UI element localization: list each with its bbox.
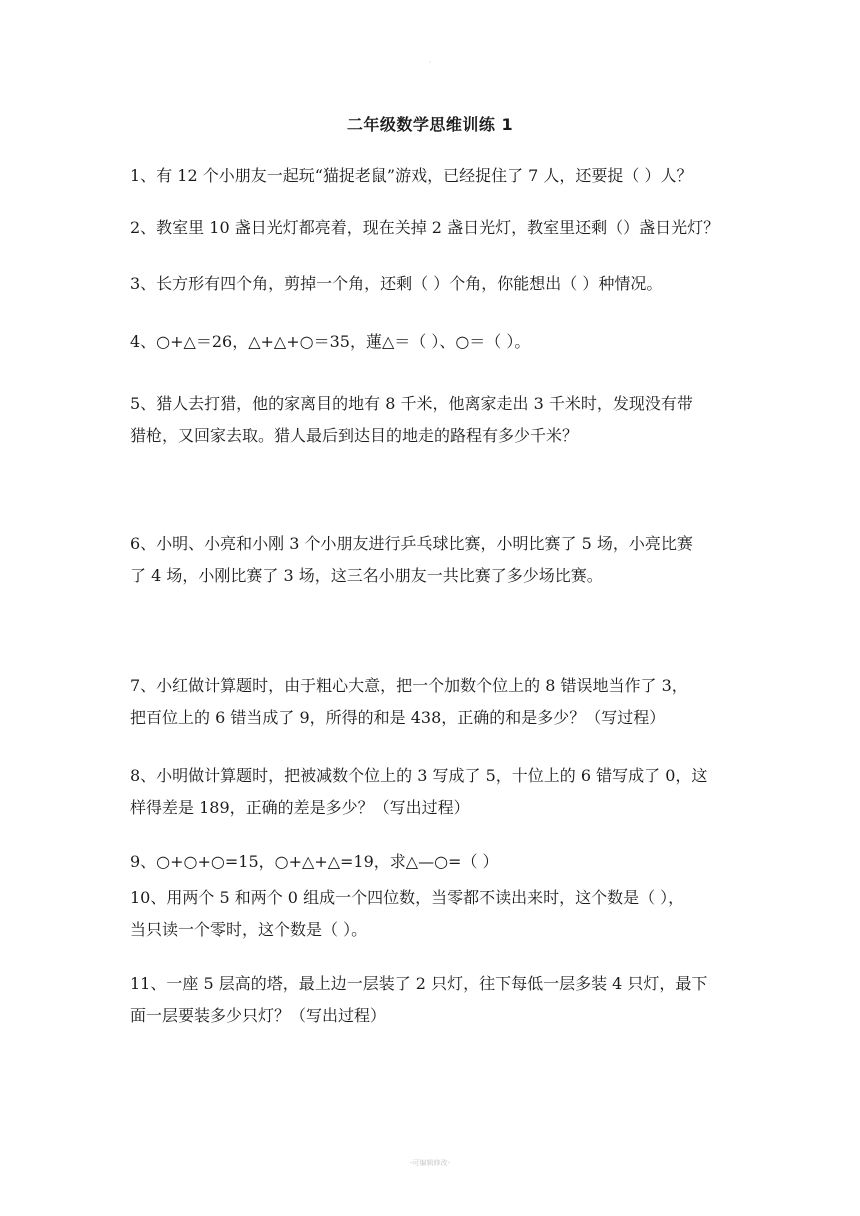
question-line: 7、小红做计算题时，由于粗心大意，把一个加数个位上的 8 错误地当作了 3， <box>130 676 688 695</box>
question-3 <box>130 268 730 300</box>
question-11 <box>130 968 730 1032</box>
question-5 <box>130 388 730 452</box>
page-footer: -可编辑修改- <box>409 1159 451 1167</box>
question-line: 1、有 12 个小朋友一起玩“猫捉老鼠”游戏，已经捉住了 7 人，还要捉（ ）人？ <box>130 166 693 185</box>
question-line: 6、小明、小亮和小刚 3 个小朋友进行乒乓球比赛，小明比赛了 5 场，小亮比赛 <box>130 534 693 553</box>
question-line: 8、小明做计算题时，把被减数个位上的 3 写成了 5，十位上的 6 错写成了 0，这 <box>130 766 708 785</box>
question-9 <box>130 846 730 878</box>
question-line: 了 4 场，小刚比赛了 3 场，这三名小朋友一共比赛了多少场比赛。 <box>130 566 603 585</box>
question-line: 10、用两个 5 和两个 0 组成一个四位数，当零都不读出来时，这个数是（ ）， <box>130 888 685 907</box>
question-line: 5、猎人去打猎，他的家离目的地有 8 千米，他离家走出 3 千米时，发现没有带 <box>130 394 693 413</box>
top-mark: · <box>428 58 432 67</box>
question-line: 11、一座 5 层高的塔，最上边一层装了 2 只灯，往下每低一层多装 4 只灯，最下 <box>130 974 708 993</box>
question-10 <box>130 882 730 946</box>
question-4 <box>130 326 730 358</box>
question-1 <box>130 160 730 192</box>
question-line: 4、○+△＝26，△+△+○＝35，蓮△＝（ ）、○＝（ ）。 <box>130 332 531 351</box>
question-line: 当只读一个零时，这个数是（ ）。 <box>130 920 368 939</box>
question-line: 把百位上的 6 错当成了 9，所得的和是 438，正确的和是多少？（写过程） <box>130 708 666 727</box>
question-2 <box>130 212 730 244</box>
question-line: 9、○+○+○=15，○+△+△=19，求△—○=（ ） <box>130 852 499 871</box>
question-7 <box>130 670 730 734</box>
question-line: 猎枪，又回家去取。猎人最后到达目的地走的路程有多少千米？ <box>130 426 579 445</box>
question-6 <box>130 528 730 592</box>
question-line: 3、长方形有四个角，剪掉一个角，还剩（ ）个角，你能想出（ ）种情况。 <box>130 274 663 293</box>
question-8 <box>130 760 730 824</box>
question-line: 面一层要装多少只灯？（写出过程） <box>130 1006 387 1025</box>
question-line: 2、教室里 10 盏日光灯都亮着，现在关掉 2 盏日光灯，教室里还剩（）盏日光灯？ <box>130 218 720 237</box>
page-title: 二年级数学思维训练 1 <box>346 115 514 134</box>
question-line: 样得差是 189，正确的差是多少？（写出过程） <box>130 798 470 817</box>
